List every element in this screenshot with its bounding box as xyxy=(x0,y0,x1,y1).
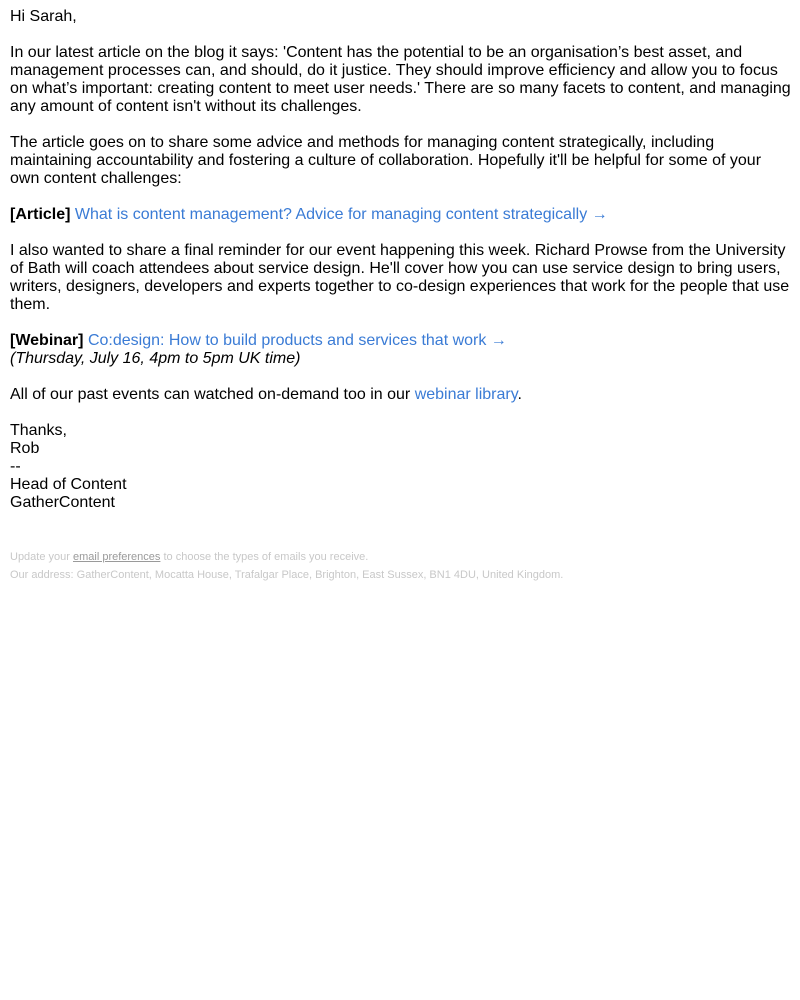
event-paragraph: I also wanted to share a final reminder for our event happening this week. Richard Prowse from the University of Bath will coach attendees about service design. He'll cover how you can use service design to bring users, writers, designers, developers and experts together to co-design experiences that work for the people that use them. xyxy=(10,242,790,313)
email-footer xyxy=(10,548,792,584)
intro-paragraph: In our latest article on the blog it says: 'Content has the potential to be an organisation’s best asset, and management processes can, and should, do it justice. They should improve efficiency and allow you to focus on what’s important: creating content to meet user needs.' There are so many facets to content, and managing any amount of content isn't without its challenges. xyxy=(10,44,791,115)
library-paragraph xyxy=(10,386,792,404)
footer-address: Our address: GatherContent, Mocatta House, Trafalgar Place, Brighton, East Sussex, BN1 4DU, United Kingdom. xyxy=(10,569,564,581)
email-body xyxy=(10,8,792,584)
greeting: Hi Sarah, xyxy=(10,8,77,25)
webinar-link[interactable]: Co:design: How to build products and services that work → xyxy=(87,332,507,349)
webinar-time: (Thursday, July 16, 4pm to 5pm UK time) xyxy=(10,350,301,367)
webinar-block xyxy=(10,332,792,368)
signoff-thanks: Thanks, xyxy=(10,422,67,439)
library-text-before: All of our past events can watched on-demand too in our xyxy=(10,386,415,403)
email-preferences-link[interactable]: email preferences xyxy=(72,551,161,563)
signature xyxy=(10,422,792,512)
signature-separator: -- xyxy=(10,458,21,475)
footer-prefs-after: to choose the types of emails you receive. xyxy=(160,551,369,563)
article-link[interactable]: What is content management? Advice for managing content strategically → xyxy=(74,206,608,223)
signoff-company: GatherContent xyxy=(10,494,115,511)
signoff-title: Head of Content xyxy=(10,476,127,493)
footer-prefs-before: Update your xyxy=(10,551,73,563)
webinar-library-link[interactable]: webinar library xyxy=(414,386,518,403)
article-line xyxy=(10,206,792,224)
article-intro-paragraph: The article goes on to share some advice and methods for managing content strategically, including maintaining accountability and fostering a culture of collaboration. Hopefully it'll be helpful for some of your own content challenges: xyxy=(10,134,762,187)
signoff-name: Rob xyxy=(10,440,40,457)
webinar-tag: [Webinar] xyxy=(10,332,84,349)
library-text-after: . xyxy=(517,386,522,403)
footer-preferences-line xyxy=(10,548,792,566)
article-tag: [Article] xyxy=(10,206,71,223)
